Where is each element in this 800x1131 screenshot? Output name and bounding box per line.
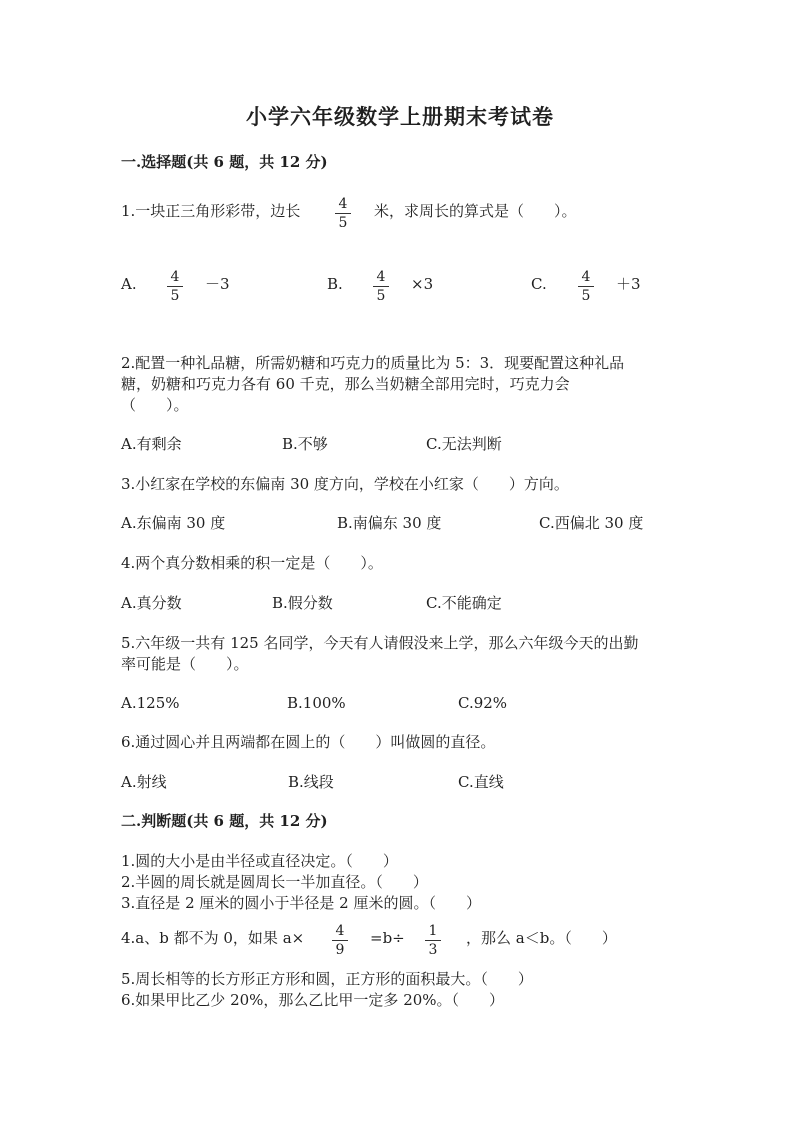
fraction-denominator: 9 xyxy=(335,942,345,958)
q4-option-c: C.不能确定 xyxy=(426,594,502,612)
q1-option-b-letter: B. xyxy=(327,275,343,293)
fraction-denominator: 5 xyxy=(581,288,591,304)
fraction-bar xyxy=(332,940,348,941)
fraction-numerator: 4 xyxy=(170,269,180,285)
question-2-line-3: （ ）。 xyxy=(121,396,189,414)
q1-option-c-letter: C. xyxy=(531,275,547,293)
section-heading-judgement: 二.判断题(共 6 题，共 12 分) xyxy=(121,812,328,830)
fraction-denominator: 5 xyxy=(338,215,348,231)
page-title: 小学六年级数学上册期末考试卷 xyxy=(246,104,554,129)
fraction-bar xyxy=(167,286,183,287)
fraction-denominator: 3 xyxy=(428,942,438,958)
fraction-numerator: 4 xyxy=(338,196,348,212)
q3-option-c: C.西偏北 30 度 xyxy=(539,514,644,532)
question-1-text-a: 1.一块正三角形彩带，边长 xyxy=(121,202,301,220)
q2-option-b: B.不够 xyxy=(282,435,328,453)
judgement-4-text-b: =b÷ xyxy=(370,929,405,947)
question-1-fraction xyxy=(334,196,352,231)
fraction-bar xyxy=(335,213,351,214)
fraction-bar xyxy=(425,940,441,941)
q3-option-a: A.东偏南 30 度 xyxy=(121,514,226,532)
question-1-text-b: 米，求周长的算式是（ ）。 xyxy=(374,202,577,220)
q1-option-c-text: ＋3 xyxy=(616,275,641,293)
q6-option-c: C.直线 xyxy=(458,773,504,791)
section-heading-choice: 一.选择题(共 6 题，共 12 分) xyxy=(121,153,328,171)
question-6: 6.通过圆心并且两端都在圆上的（ ）叫做圆的直径。 xyxy=(121,733,496,751)
question-2-line-2: 糖，奶糖和巧克力各有 60 千克，那么当奶糖全部用完时，巧克力会 xyxy=(121,375,570,393)
fraction-denominator: 5 xyxy=(170,288,180,304)
q1-option-a-fraction xyxy=(166,269,184,304)
judgement-4-fraction-2 xyxy=(424,923,442,958)
q5-option-a: A.125% xyxy=(121,694,180,712)
q6-option-a: A.射线 xyxy=(121,773,167,791)
fraction-denominator: 5 xyxy=(376,288,386,304)
question-5-line-2: 率可能是（ ）。 xyxy=(121,655,249,673)
fraction-bar xyxy=(373,286,389,287)
judgement-3: 3.直径是 2 厘米的圆小于半径是 2 厘米的圆。（ ） xyxy=(121,894,481,912)
q5-option-c: C.92% xyxy=(458,694,508,712)
q4-option-b: B.假分数 xyxy=(272,594,333,612)
q4-option-a: A.真分数 xyxy=(121,594,182,612)
q1-option-c-fraction xyxy=(577,269,595,304)
q2-option-c: C.无法判断 xyxy=(426,435,502,453)
q5-option-b: B.100% xyxy=(287,694,346,712)
q6-option-b: B.线段 xyxy=(288,773,334,791)
question-1-stem xyxy=(121,201,300,221)
q3-option-b: B.南偏东 30 度 xyxy=(337,514,442,532)
judgement-4-text-a: 4.a、b 都不为 0，如果 a× xyxy=(121,929,305,947)
fraction-numerator: 4 xyxy=(376,269,386,285)
q2-option-a: A.有剩余 xyxy=(121,435,182,453)
q1-option-a-letter: A. xyxy=(121,275,137,293)
judgement-6: 6.如果甲比乙少 20%，那么乙比甲一定多 20%。（ ） xyxy=(121,991,505,1009)
judgement-1: 1.圆的大小是由半径或直径决定。（ ） xyxy=(121,852,398,870)
judgement-4-text-c: ，那么 a＜b。（ ） xyxy=(466,929,617,947)
fraction-numerator: 1 xyxy=(428,923,438,939)
fraction-bar xyxy=(578,286,594,287)
q1-option-b-text: ×3 xyxy=(411,275,434,293)
judgement-2: 2.半圆的周长就是圆周长一半加直径。（ ） xyxy=(121,873,428,891)
question-2-line-1: 2.配置一种礼品糖，所需奶糖和巧克力的质量比为 5：3．现要配置这种礼品 xyxy=(121,354,625,372)
q1-option-a-text: －3 xyxy=(205,275,230,293)
question-5-line-1: 5.六年级一共有 125 名同学，今天有人请假没来上学，那么六年级今天的出勤 xyxy=(121,634,639,652)
fraction-numerator: 4 xyxy=(581,269,591,285)
question-3: 3.小红家在学校的东偏南 30 度方向，学校在小红家（ ）方向。 xyxy=(121,475,569,493)
judgement-4-fraction-1 xyxy=(331,923,349,958)
judgement-5: 5.周长相等的长方形正方形和圆，正方形的面积最大。（ ） xyxy=(121,970,533,988)
fraction-numerator: 4 xyxy=(335,923,345,939)
question-4: 4.两个真分数相乘的积一定是（ ）。 xyxy=(121,554,383,572)
q1-option-b-fraction xyxy=(372,269,390,304)
